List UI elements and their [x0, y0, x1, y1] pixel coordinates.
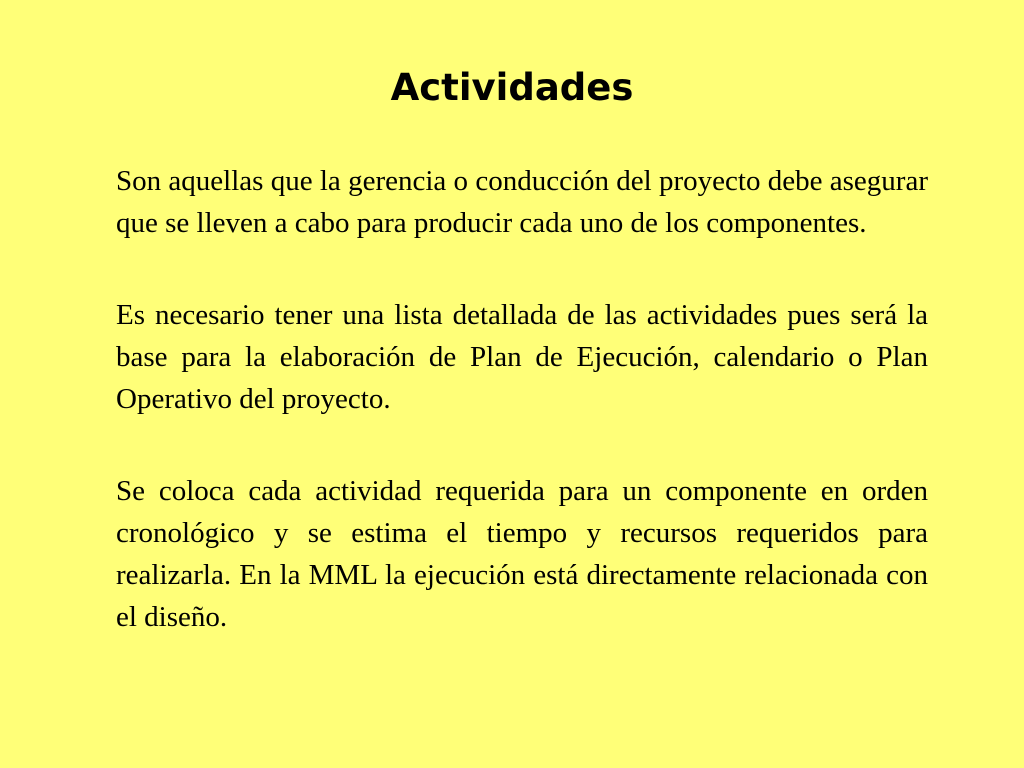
slide-title: Actividades	[390, 66, 634, 109]
slide-body	[116, 160, 928, 688]
paragraph-list-requirement: Es necesario tener una lista detallada de las actividades pues será la base para la elaboración de Plan de Ejecución, calendario o Plan Operativo del proyecto.	[116, 299, 928, 415]
paragraph-definition: Son aquellas que la gerencia o conducción del proyecto debe asegurar que se lleven a cabo para producir cada uno de los componentes.	[116, 165, 928, 239]
paragraph-chronological-order: Se coloca cada actividad requerida para un componente en orden cronológico y se estima el tiempo y recursos requeridos para realizarla. En la MML la ejecución está directamente relacionada con el diseño.	[116, 475, 928, 633]
